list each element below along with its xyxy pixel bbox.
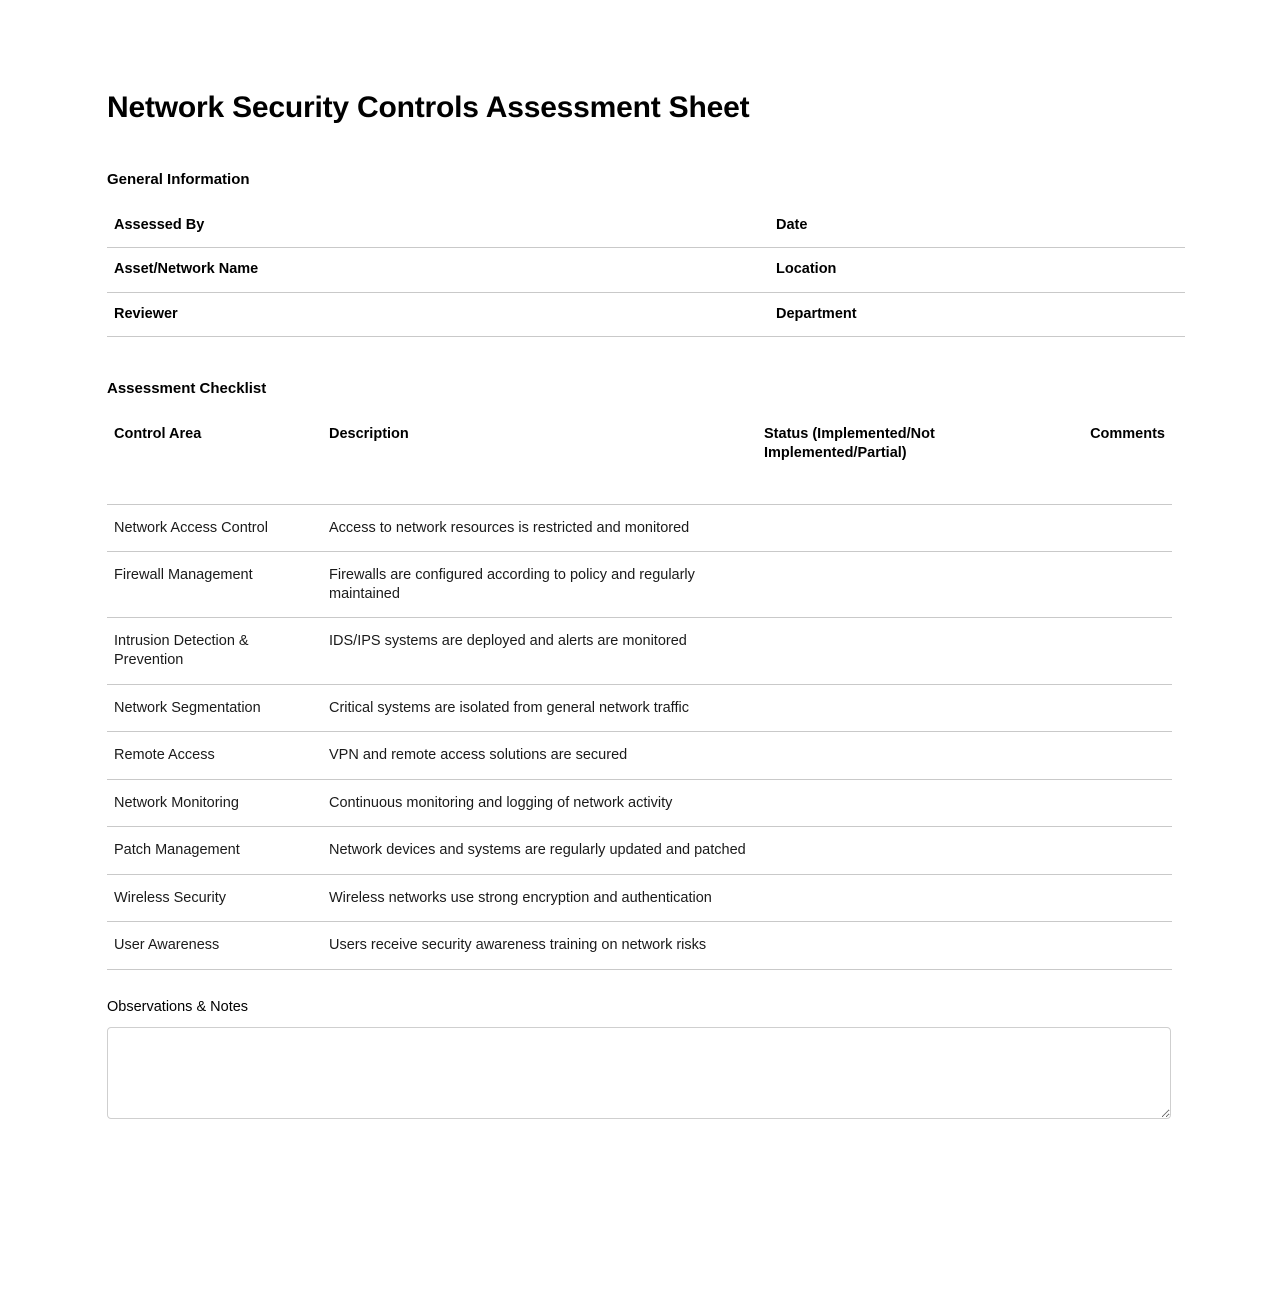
cell-status[interactable]	[764, 779, 1064, 827]
cell-control-area: Network Segmentation	[107, 684, 329, 732]
cell-status[interactable]	[764, 684, 1064, 732]
cell-status[interactable]	[764, 618, 1064, 684]
observations-notes-input[interactable]	[107, 1027, 1171, 1119]
cell-status[interactable]	[764, 732, 1064, 780]
general-information-heading: General Information	[107, 171, 250, 188]
cell-status[interactable]	[764, 827, 1064, 875]
general-info-label-assessed-by: Assessed By	[107, 204, 769, 248]
cell-control-area: Firewall Management	[107, 552, 329, 618]
table-row	[107, 248, 1185, 293]
general-info-label-asset-network-name: Asset/Network Name	[107, 248, 769, 293]
assessment-checklist-heading: Assessment Checklist	[107, 380, 267, 398]
checklist-body	[107, 504, 1172, 969]
cell-description: Network devices and systems are regularly updated and patched	[329, 827, 764, 875]
cell-status[interactable]	[764, 552, 1064, 618]
cell-control-area: Patch Management	[107, 827, 329, 875]
cell-status[interactable]	[764, 922, 1064, 970]
cell-comments[interactable]	[1064, 779, 1172, 827]
column-header-status: Status (Implemented/Not Implemented/Partial)	[764, 413, 1064, 505]
column-header-description: Description	[329, 413, 764, 505]
cell-description: Wireless networks use strong encryption and authentication	[329, 874, 764, 922]
table-row	[107, 827, 1172, 875]
general-info-label-department: Department	[769, 292, 1185, 337]
cell-description: Continuous monitoring and logging of network activity	[329, 779, 764, 827]
column-header-control-area: Control Area	[107, 413, 329, 505]
general-information-body	[107, 204, 1185, 337]
cell-control-area: Intrusion Detection & Prevention	[107, 618, 329, 684]
table-row	[107, 684, 1172, 732]
table-row	[107, 292, 1185, 337]
cell-description: Access to network resources is restricted and monitored	[329, 504, 764, 552]
cell-comments[interactable]	[1064, 874, 1172, 922]
table-row	[107, 618, 1172, 684]
general-info-label-date: Date	[769, 204, 1185, 248]
observations-notes-label: Observations & Notes	[107, 998, 249, 1015]
cell-status[interactable]	[764, 504, 1064, 552]
cell-comments[interactable]	[1064, 827, 1172, 875]
table-row	[107, 779, 1172, 827]
cell-comments[interactable]	[1064, 684, 1172, 732]
general-information-table	[107, 204, 1185, 338]
cell-control-area: Network Access Control	[107, 504, 329, 552]
cell-comments[interactable]	[1064, 732, 1172, 780]
table-row	[107, 874, 1172, 922]
checklist-header-row	[107, 413, 1172, 505]
cell-description: Critical systems are isolated from general network traffic	[329, 684, 764, 732]
cell-description: Users receive security awareness training on network risks	[329, 922, 764, 970]
cell-comments[interactable]	[1064, 552, 1172, 618]
checklist-header	[107, 413, 1172, 505]
cell-description: Firewalls are configured according to policy and regularly maintained	[329, 552, 764, 618]
cell-control-area: Wireless Security	[107, 874, 329, 922]
cell-control-area: Network Monitoring	[107, 779, 329, 827]
cell-description: IDS/IPS systems are deployed and alerts are monitored	[329, 618, 764, 684]
cell-comments[interactable]	[1064, 504, 1172, 552]
page-title: Network Security Controls Assessment Sheet	[107, 91, 750, 124]
cell-comments[interactable]	[1064, 618, 1172, 684]
table-row	[107, 504, 1172, 552]
cell-status[interactable]	[764, 874, 1064, 922]
table-row	[107, 922, 1172, 970]
cell-control-area: User Awareness	[107, 922, 329, 970]
column-header-comments: Comments	[1064, 413, 1172, 505]
general-info-label-location: Location	[769, 248, 1185, 293]
general-info-label-reviewer: Reviewer	[107, 292, 769, 337]
table-row	[107, 732, 1172, 780]
table-row	[107, 204, 1185, 248]
assessment-checklist-table	[107, 413, 1172, 970]
cell-control-area: Remote Access	[107, 732, 329, 780]
cell-description: VPN and remote access solutions are secured	[329, 732, 764, 780]
cell-comments[interactable]	[1064, 922, 1172, 970]
table-row	[107, 552, 1172, 618]
